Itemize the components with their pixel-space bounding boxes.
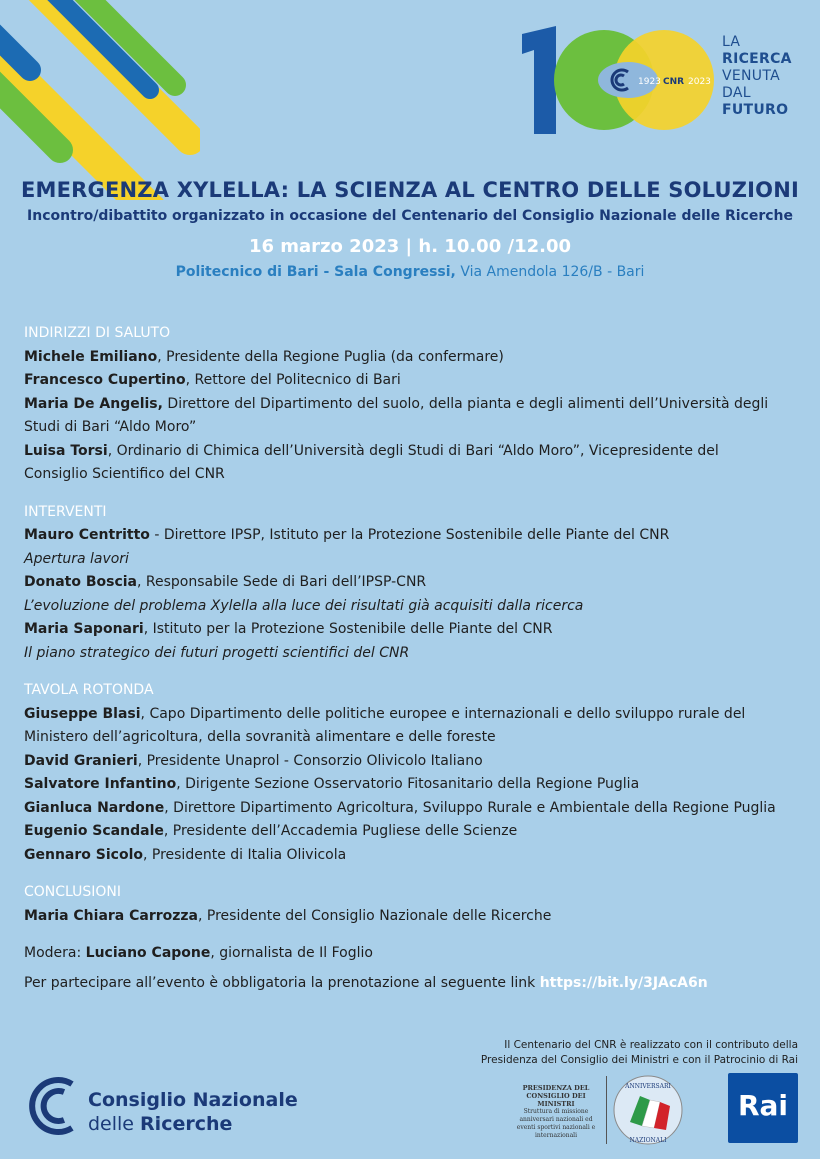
rai-logo xyxy=(728,1073,798,1143)
cnr-wordmark xyxy=(88,1088,298,1136)
program-line xyxy=(24,773,814,797)
cnr-wordmark-delle: delle xyxy=(88,1113,141,1135)
event-title: EMERGENZA XYLELLA: LA SCIENZA AL CENTRO DELLE SOLUZIONI xyxy=(20,178,800,202)
sponsor-note: Il Centenario del CNR è realizzato con il contributo della Presidenza del Consiglio dei Ministri e con il Patrocinio di Rai xyxy=(480,1039,798,1066)
cnr-label: CNR xyxy=(663,77,685,87)
section-heading: INTERVENTI xyxy=(24,503,107,520)
section-tavola-rotonda xyxy=(24,679,814,867)
speaker-role: , Direttore Dipartimento Agricoltura, Sviluppo Rurale e Ambientale della Regione Puglia xyxy=(164,799,776,816)
speaker-role: , Presidente della Regione Puglia (da confermare) xyxy=(157,348,504,365)
venue-address: Via Amendola 126/B - Bari xyxy=(455,264,645,280)
year-end: 2023 xyxy=(688,77,711,87)
talk-title: L’evoluzione del problema Xylella alla luce dei risultati già acquisiti dalla ricerca xyxy=(24,597,584,614)
speaker-name: Luisa Torsi xyxy=(24,442,108,459)
cnr-wordmark-line1: Consiglio Nazionale xyxy=(88,1089,298,1111)
talk-title: Il piano strategico dei futuri progetti scientifici del CNR xyxy=(24,644,410,661)
program-line xyxy=(24,844,814,868)
speaker-name: Maria Chiara Carrozza xyxy=(24,907,199,924)
speaker-name: Gennaro Sicolo xyxy=(24,846,143,863)
program-line xyxy=(24,369,814,393)
tagline-line: RICERCA xyxy=(722,51,792,67)
speaker-role: , Presidente del Consiglio Nazionale delle Ricerche xyxy=(198,907,552,924)
speaker-role: Studi di Bari “Aldo Moro” xyxy=(24,419,197,435)
program xyxy=(24,322,814,1001)
tagline-line: VENUTA xyxy=(722,68,780,84)
cnr-logo xyxy=(22,1074,322,1144)
talk-title: Apertura lavori xyxy=(24,550,129,567)
speaker-role: Ministero dell’agricoltura, della sovranità alimentare e delle foreste xyxy=(24,729,496,745)
section-saluti xyxy=(24,322,814,487)
program-line xyxy=(24,524,814,548)
speaker-name: Maria De Angelis, xyxy=(24,395,163,412)
nazionali-label: NAZIONALI xyxy=(629,1137,667,1144)
tagline-line: FUTURO xyxy=(722,102,789,118)
program-line xyxy=(24,440,814,464)
speaker-role: , Presidente di Italia Olivicola xyxy=(142,846,347,863)
program-line xyxy=(24,750,814,774)
program-line xyxy=(24,595,814,619)
moderator-role: , giornalista de Il Foglio xyxy=(210,945,373,961)
speaker-name: Giuseppe Blasi xyxy=(24,705,141,722)
event-subtitle: Incontro/dibattito organizzato in occasione del Centenario del Consiglio Nazionale delle Ricerche xyxy=(27,208,793,224)
registration-line xyxy=(24,972,814,996)
speaker-name: Donato Boscia xyxy=(24,574,138,590)
event-venue xyxy=(0,264,820,280)
speaker-role: Direttore del Dipartimento del suolo, della pianta e degli alimenti dell’Università degli xyxy=(162,395,769,412)
speaker-name: Maria Saponari xyxy=(24,621,144,637)
cnr-wordmark-line2 xyxy=(88,1112,298,1136)
program-line xyxy=(24,416,814,440)
moderator-line xyxy=(24,942,814,966)
speaker-role: , Rettore del Politecnico di Bari xyxy=(185,372,401,388)
presidenza-divider xyxy=(606,1076,607,1144)
speaker-role: , Istituto per la Protezione Sostenibile delle Piante del CNR xyxy=(143,621,553,637)
presidenza-subtitle: Struttura di missione anniversari nazionali ed eventi sportivi nazionali e internazionali xyxy=(516,1108,596,1139)
anniversari-nazionali-emblem-icon xyxy=(610,1072,686,1148)
anniversari-label: ANNIVERSARI xyxy=(625,1083,671,1090)
section-interventi xyxy=(24,501,814,666)
registration-link[interactable]: https://bit.ly/3JAcA6n xyxy=(539,974,708,991)
speaker-name: Francesco Cupertino xyxy=(24,372,186,388)
speaker-name: David Granieri xyxy=(24,752,138,769)
program-line xyxy=(24,618,814,642)
speaker-role: , Presidente Unaprol - Consorzio Olivicolo Italiano xyxy=(137,752,483,769)
tagline xyxy=(722,34,812,119)
speaker-role: , Dirigente Sezione Osservatorio Fitosanitario della Regione Puglia xyxy=(176,776,640,792)
rai-wordmark: Rai xyxy=(737,1089,789,1122)
speaker-name: Salvatore Infantino xyxy=(24,776,177,792)
speaker-role: , Capo Dipartimento delle politiche europee e internazionali e dello sviluppo rurale del xyxy=(140,705,746,722)
section-heading: INDIRIZZI DI SALUTO xyxy=(24,325,171,341)
moderator-prefix: Modera: xyxy=(24,945,86,961)
presidenza-logo xyxy=(510,1072,710,1148)
cnr-wordmark-ricerche: Ricerche xyxy=(140,1113,233,1135)
program-line xyxy=(24,820,814,844)
registration-text: Per partecipare all’evento è obbligatoria la prenotazione al seguente link xyxy=(24,974,540,991)
program-line xyxy=(24,571,814,595)
speaker-name: Michele Emiliano xyxy=(24,348,158,365)
cnr-emblem-icon xyxy=(22,1076,82,1136)
event-date: 16 marzo 2023 | h. 10.00 /12.00 xyxy=(248,236,572,257)
year-start: 1923 xyxy=(638,77,661,87)
program-line xyxy=(24,548,814,572)
speaker-name: Mauro Centritto xyxy=(24,527,150,543)
corner-stripes-graphic xyxy=(0,0,200,200)
tagline-line: LA xyxy=(722,34,741,50)
section-heading: CONCLUSIONI xyxy=(24,884,122,900)
moderator-name: Luciano Capone xyxy=(85,945,211,961)
speaker-role: Consiglio Scientifico del CNR xyxy=(24,466,225,482)
program-line xyxy=(24,905,814,929)
tagline-line: DAL xyxy=(722,85,751,101)
speaker-name: Eugenio Scandale xyxy=(24,823,164,839)
presidenza-text xyxy=(510,1084,602,1140)
program-line xyxy=(24,346,814,370)
speaker-role: , Presidente dell’Accademia Pugliese delle Scienze xyxy=(163,823,518,839)
section-heading: TAVOLA ROTONDA xyxy=(24,682,154,698)
speaker-role: - Direttore IPSP, Istituto per la Protezione Sostenibile delle Piante del CNR xyxy=(149,527,670,543)
program-line xyxy=(24,642,814,666)
speaker-role: , Ordinario di Chimica dell’Università degli Studi di Bari “Aldo Moro”, Vicepresidente del xyxy=(107,442,719,459)
speaker-role: , Responsabile Sede di Bari dell’IPSP-CNR xyxy=(137,574,427,590)
program-line xyxy=(24,726,814,750)
speaker-name: Gianluca Nardone xyxy=(24,799,165,816)
venue-name: Politecnico di Bari - Sala Congressi, xyxy=(175,264,456,280)
program-line xyxy=(24,393,814,417)
program-line xyxy=(24,703,814,727)
program-line xyxy=(24,797,814,821)
section-conclusioni xyxy=(24,881,814,928)
presidenza-title: PRESIDENZA DEL CONSIGLIO DEI MINISTRI xyxy=(522,1084,590,1108)
program-line xyxy=(24,463,814,487)
